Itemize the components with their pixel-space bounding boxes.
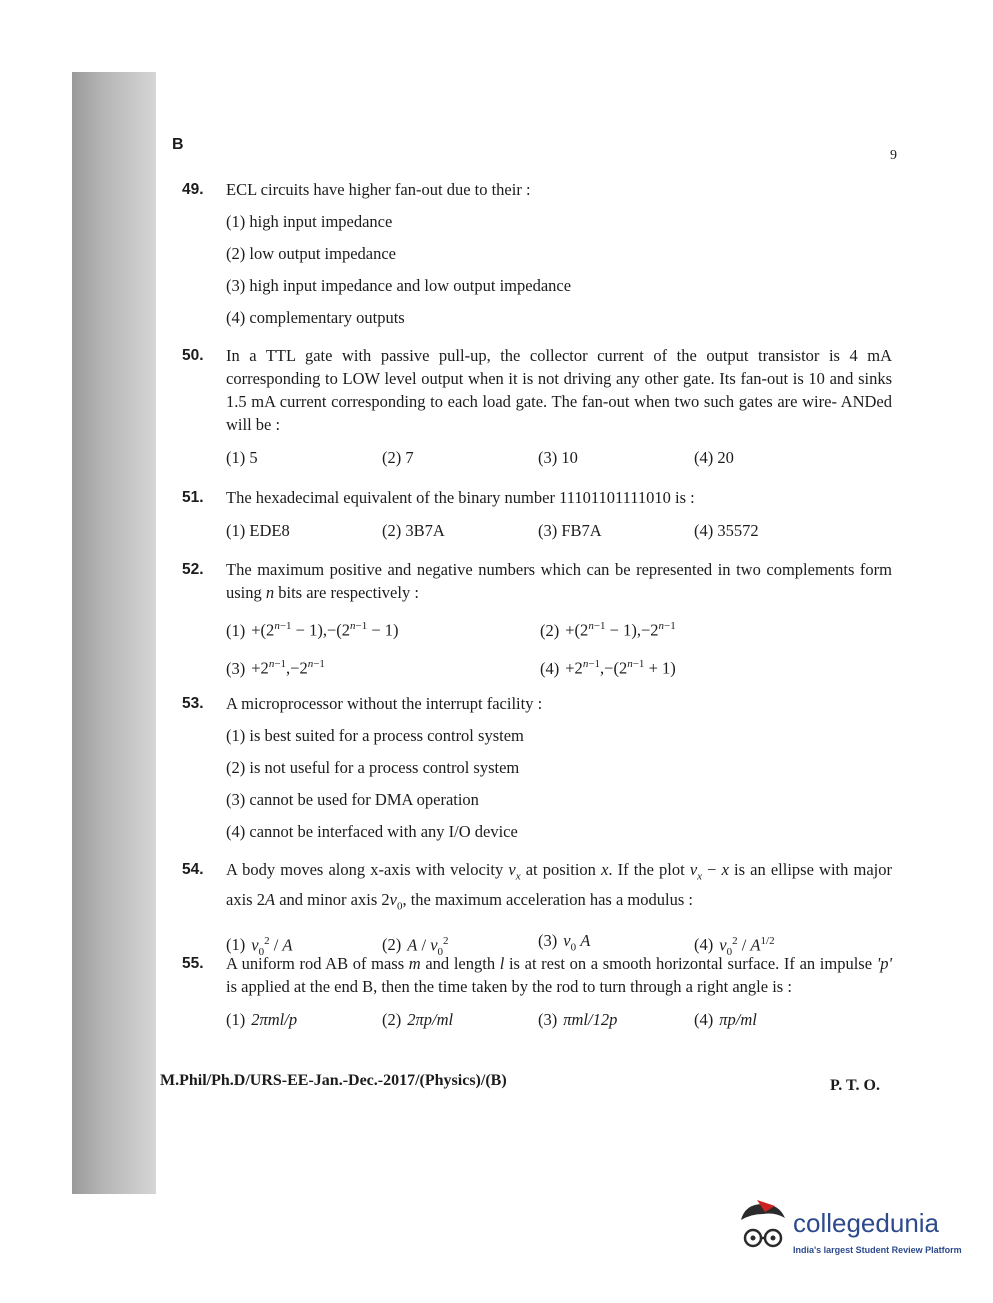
- question-number: 52.: [182, 561, 204, 578]
- collegedunia-watermark: [735, 1198, 965, 1268]
- question-54: [182, 858, 892, 961]
- option-label: (3): [226, 658, 246, 678]
- question-text-part: bits are respectively :: [274, 583, 419, 602]
- question-52: [182, 558, 892, 690]
- question-text: In a TTL gate with passive pull-up, the collector current of the output transistor is 4 mA corresponding to LOW level output when it is not driving any other gate. Its fan-out is 10 and sinks 1.5 mA current corresponding to each load gate. The fan-out when two such gates are wire- ANDed will be :: [226, 346, 892, 434]
- option: (1) 5: [226, 448, 258, 467]
- mascot-icon: [735, 1198, 791, 1258]
- option-54-2: (2) A / $v_0^2$: [382, 934, 449, 958]
- option-label: (2): [382, 1010, 402, 1029]
- option-label: (3): [538, 930, 558, 950]
- option: (3) 10: [538, 448, 578, 467]
- question-55: [182, 952, 892, 1040]
- question-49: [182, 178, 892, 338]
- page-number: 9: [890, 148, 897, 163]
- question-text: The hexadecimal equivalent of the binary number 11101101111010 is :: [226, 488, 695, 507]
- question-text: A body moves along x-axis with velocity $v_x$ at position x. If the plot $v_x - x$ is an ellipse with major axis 2A and minor axis $2v_0$, the maximum acceleration has a modulus :: [226, 860, 892, 913]
- option-row: [226, 446, 892, 478]
- option: (4) complementary outputs: [226, 308, 405, 327]
- option-row: [226, 1008, 892, 1040]
- option-label: (1): [226, 935, 246, 955]
- option-52-3: $(3) +2^{n-1},-2^{n-1}$: [226, 658, 325, 678]
- option: (2) low output impedance: [226, 244, 396, 263]
- option: (1) high input impedance: [226, 212, 393, 231]
- question-text-part: The maximum positive and negative numbers which can be represented in two complements form using: [226, 560, 892, 602]
- option-label: (3): [538, 1010, 558, 1029]
- option: (4) 35572: [694, 521, 759, 540]
- option-expr: πml/12p: [563, 1010, 618, 1029]
- option-row: [226, 519, 892, 551]
- option-row: [226, 652, 892, 690]
- option-52-1: $(1) +(2^{n-1} - 1),-(2^{n-1} - 1)$: [226, 620, 399, 640]
- question-text: [226, 558, 892, 604]
- option-54-1: (1) $v_0^2$ / A: [226, 934, 293, 958]
- option-expr: 2πp/ml: [407, 1010, 454, 1029]
- option-54-4: (4) $v_0^2 / A^{1/2}$: [694, 934, 775, 958]
- option-label: (4): [694, 935, 714, 955]
- option: (3) cannot be used for DMA operation: [226, 790, 479, 809]
- question-50: [182, 344, 892, 478]
- option-list: [226, 210, 892, 338]
- option: (2) is not useful for a process control system: [226, 758, 520, 777]
- option: (3) high input impedance and low output impedance: [226, 276, 572, 295]
- option-list: [226, 724, 892, 852]
- option-55-4: [694, 1008, 850, 1040]
- option-expr: πp/ml: [719, 1010, 757, 1029]
- question-number: 50.: [182, 347, 204, 364]
- please-turn-over: P. T. O.: [830, 1077, 880, 1094]
- option-row: [226, 614, 892, 652]
- option: (4) cannot be interfaced with any I/O device: [226, 822, 518, 841]
- option-label: (4): [540, 658, 560, 678]
- option-label: (1): [226, 1010, 246, 1029]
- option-label: (2): [382, 935, 402, 955]
- option: (1) is best suited for a process control system: [226, 726, 524, 745]
- option: (1) EDE8: [226, 521, 290, 540]
- option: (4) 20: [694, 448, 734, 467]
- brand-name: collegedunia: [793, 1208, 940, 1238]
- set-code: B: [172, 136, 184, 153]
- question-53: [182, 692, 892, 852]
- question-51: [182, 486, 892, 551]
- variable-n: n: [265, 583, 275, 602]
- option-55-3: [538, 1008, 694, 1040]
- paper-code: M.Phil/Ph.D/URS-EE-Jan.-Dec.-2017/(Physics)/(B): [160, 1072, 507, 1089]
- question-text: ECL circuits have higher fan-out due to their :: [226, 180, 531, 199]
- question-number: 49.: [182, 181, 204, 198]
- option-expr: 2πml/p: [251, 1010, 298, 1029]
- option-label: (2): [540, 620, 560, 640]
- option-label: (1): [226, 620, 246, 640]
- question-number: 54.: [182, 861, 204, 878]
- option-52-4: $(4) +2^{n-1},-(2^{n-1} + 1)$: [540, 658, 676, 678]
- option-54-3: (3) $v_0$ A: [538, 930, 591, 953]
- option-label: (4): [694, 1010, 714, 1029]
- option: (2) 3B7A: [382, 521, 445, 540]
- question-number: 55.: [182, 955, 204, 972]
- brand-tagline: India's largest Student Review Platform: [793, 1245, 962, 1255]
- option-55-1: [226, 1008, 382, 1040]
- question-text: A microprocessor without the interrupt facility :: [226, 694, 543, 713]
- question-text: A uniform rod AB of mass m and length l is at rest on a smooth horizontal surface. If an impulse 'p' is applied at the end B, then the time taken by the rod to turn through a right angle is :: [226, 954, 892, 996]
- question-number: 51.: [182, 489, 204, 506]
- option: (3) FB7A: [538, 521, 602, 540]
- question-number: 53.: [182, 695, 204, 712]
- option-55-2: [382, 1008, 538, 1040]
- option: (2) 7: [382, 448, 414, 467]
- option-52-2: $(2) +(2^{n-1} - 1),-2^{n-1}$: [540, 620, 676, 640]
